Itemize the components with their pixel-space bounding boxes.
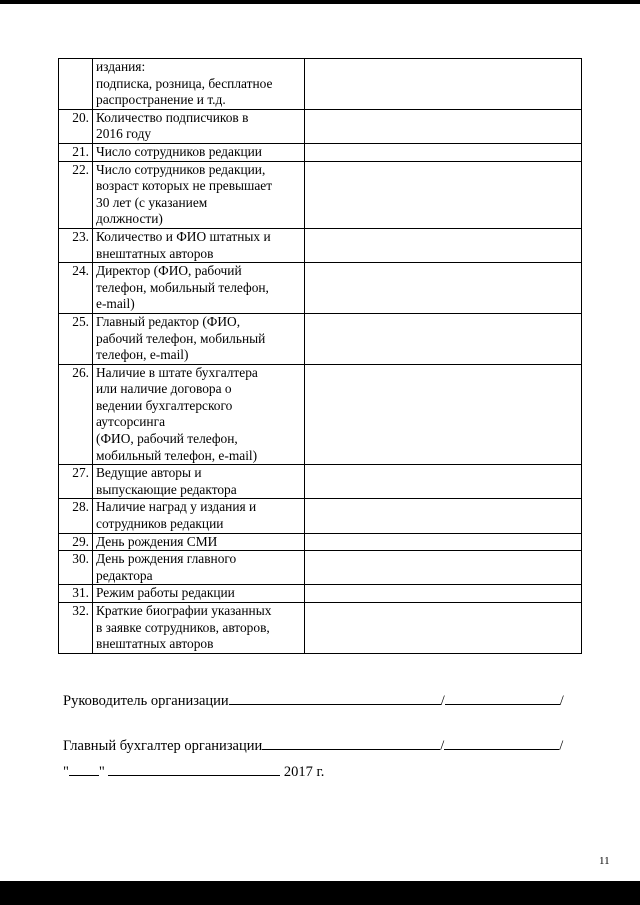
row-label-line: рабочий телефон, мобильный: [96, 330, 266, 346]
row-label-line: Наличие в штате бухгалтера: [96, 364, 258, 380]
table-row: [59, 465, 582, 499]
row-label-line: издания:: [96, 59, 146, 74]
accountant-slash-1: /: [440, 738, 445, 754]
table-row: [59, 143, 582, 161]
row-label-line: сотрудников редакции: [96, 516, 224, 532]
row-number: 22.: [59, 161, 93, 228]
row-label-line: внештатных авторов: [96, 636, 214, 652]
row-number: 32.: [59, 603, 93, 654]
row-label-line: Режим работы редакции: [96, 585, 235, 601]
row-label-line: Наличие наград у издания и: [96, 499, 257, 515]
head-slash-2: /: [559, 693, 564, 709]
row-number: 30.: [59, 551, 93, 585]
table-row: [59, 603, 582, 654]
scan-border-bottom: [0, 881, 640, 905]
row-label: [93, 263, 305, 314]
row-label: [93, 465, 305, 499]
row-label-line: мобильный телефон, e-mail): [96, 447, 258, 463]
row-label-line: распространение и т.д.: [96, 92, 226, 108]
row-label-line: 2016 году: [96, 126, 152, 142]
table-row: [59, 109, 582, 143]
row-label: [93, 499, 305, 533]
row-label-line: День рождения главного: [96, 551, 237, 567]
accountant-name-blank[interactable]: [262, 735, 440, 750]
row-answer-cell[interactable]: [305, 109, 582, 143]
row-label: [93, 313, 305, 364]
head-signature-blank[interactable]: [445, 690, 560, 705]
row-answer-cell[interactable]: [305, 161, 582, 228]
row-answer-cell[interactable]: [305, 263, 582, 314]
row-label: [93, 59, 305, 110]
row-label: [93, 603, 305, 654]
date-day-blank[interactable]: [69, 761, 99, 776]
row-number: 23.: [59, 228, 93, 262]
row-answer-cell[interactable]: [305, 551, 582, 585]
row-number: 21.: [59, 143, 93, 161]
row-label: [93, 143, 305, 161]
row-label-line: Число сотрудников редакции,: [96, 161, 266, 177]
row-answer-cell[interactable]: [305, 364, 582, 465]
scan-border-top: [0, 0, 640, 4]
table-row: [59, 263, 582, 314]
accountant-signature-line: [63, 735, 563, 755]
head-slash-1: /: [440, 693, 445, 709]
row-label-line: подписка, розница, бесплатное: [96, 75, 273, 91]
questionnaire-table-body: [59, 59, 582, 654]
table-row: [59, 499, 582, 533]
row-answer-cell[interactable]: [305, 59, 582, 110]
accountant-signature-label: Главный бухгалтер организации: [63, 738, 263, 754]
row-number: [59, 59, 93, 110]
row-number: 24.: [59, 263, 93, 314]
row-answer-cell[interactable]: [305, 228, 582, 262]
row-label-line: Краткие биографии указанных: [96, 603, 272, 618]
row-label-line: ведении бухгалтерского: [96, 397, 233, 413]
date-quote-close: ": [98, 764, 105, 780]
table-row: [59, 533, 582, 551]
accountant-signature-blank[interactable]: [444, 735, 559, 750]
row-label: [93, 551, 305, 585]
row-label-line: редактора: [96, 567, 153, 583]
page-number: 11: [599, 855, 610, 867]
row-label: [93, 533, 305, 551]
row-number: 27.: [59, 465, 93, 499]
row-label-line: внештатных авторов: [96, 245, 214, 261]
row-number: 28.: [59, 499, 93, 533]
head-name-blank[interactable]: [229, 690, 441, 705]
row-label-line: Главный редактор (ФИО,: [96, 313, 241, 329]
row-label-line: телефон, e-mail): [96, 347, 189, 363]
row-answer-cell[interactable]: [305, 585, 582, 603]
row-label-line: Ведущие авторы и: [96, 465, 202, 481]
table-row: [59, 551, 582, 585]
row-number: 31.: [59, 585, 93, 603]
table-row: [59, 161, 582, 228]
row-label-line: в заявке сотрудников, авторов,: [96, 619, 270, 635]
row-label: [93, 364, 305, 465]
questionnaire-table: [58, 58, 582, 654]
date-line: [63, 761, 324, 781]
date-year: 2017 г.: [283, 764, 325, 780]
table-row: [59, 585, 582, 603]
row-label-line: телефон, мобильный телефон,: [96, 279, 269, 295]
row-number: 20.: [59, 109, 93, 143]
row-label-line: Число сотрудников редакции: [96, 143, 262, 159]
row-label-line: аутсорсинга: [96, 414, 166, 430]
head-signature-label: Руководитель организации: [63, 693, 229, 709]
row-label: [93, 228, 305, 262]
row-label-line: выпускающие редактора: [96, 481, 237, 497]
row-label-line: или наличие договора о: [96, 381, 232, 397]
row-label-line: Директор (ФИО, рабочий: [96, 263, 242, 279]
table-row: [59, 364, 582, 465]
row-number: 26.: [59, 364, 93, 465]
row-number: 29.: [59, 533, 93, 551]
row-label-line: 30 лет (с указанием: [96, 194, 208, 210]
date-month-blank[interactable]: [108, 761, 280, 776]
date-quote-open: ": [63, 764, 69, 780]
row-label: [93, 109, 305, 143]
table-row: [59, 313, 582, 364]
row-label: [93, 585, 305, 603]
table-row: [59, 59, 582, 110]
row-label-line: e-mail): [96, 296, 135, 312]
row-answer-cell[interactable]: [305, 533, 582, 551]
row-label-line: Количество и ФИО штатных и: [96, 228, 271, 244]
row-answer-cell[interactable]: [305, 313, 582, 364]
row-answer-cell[interactable]: [305, 603, 582, 654]
row-label-line: должности): [96, 211, 163, 227]
row-answer-cell[interactable]: [305, 499, 582, 533]
table-row: [59, 228, 582, 262]
head-signature-line: [63, 690, 564, 710]
row-number: 25.: [59, 313, 93, 364]
accountant-slash-2: /: [559, 738, 564, 754]
row-label-line: (ФИО, рабочий телефон,: [96, 431, 238, 447]
row-label: [93, 161, 305, 228]
row-answer-cell[interactable]: [305, 143, 582, 161]
row-label-line: День рождения СМИ: [96, 533, 218, 549]
row-label-line: Количество подписчиков в: [96, 109, 249, 125]
row-answer-cell[interactable]: [305, 465, 582, 499]
row-label-line: возраст которых не превышает: [96, 178, 273, 194]
